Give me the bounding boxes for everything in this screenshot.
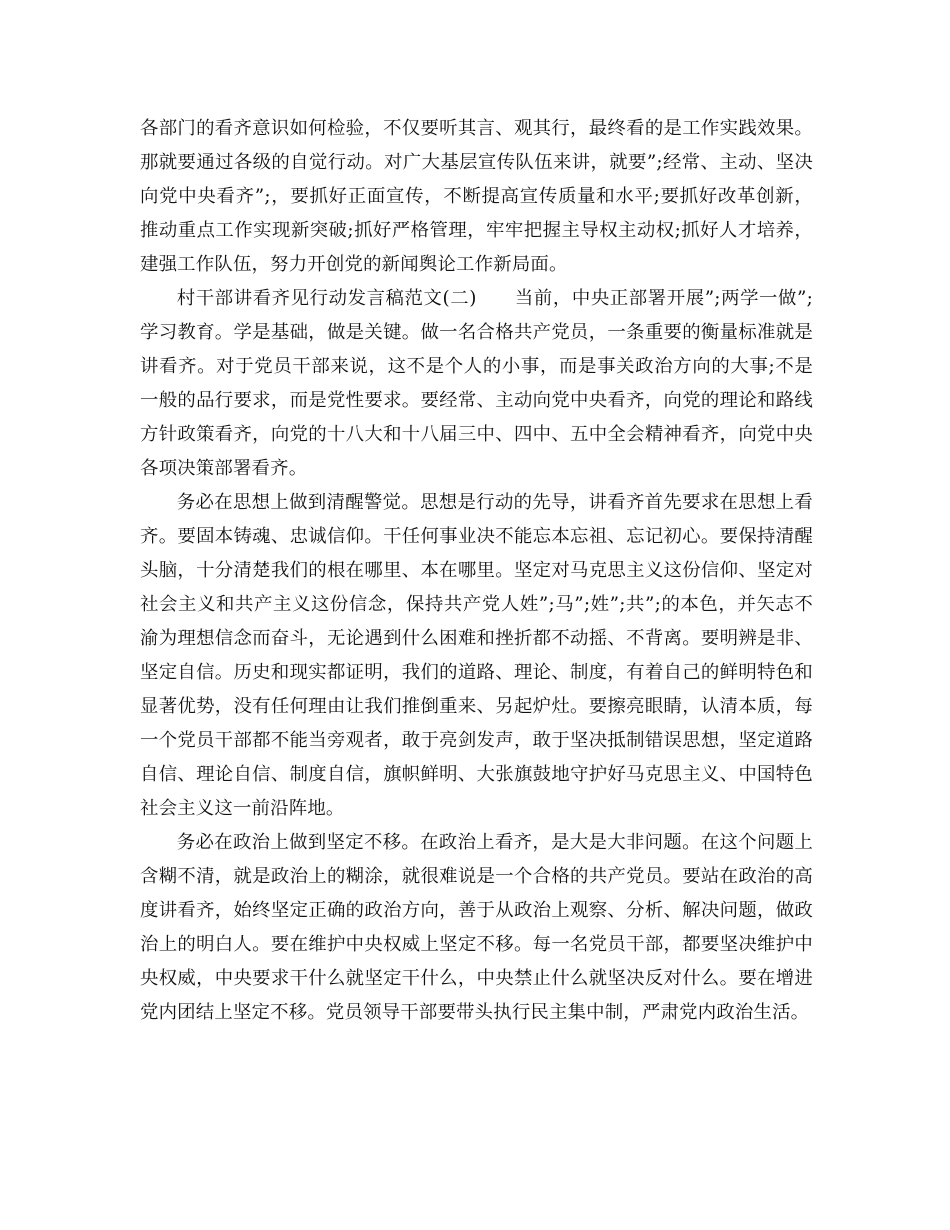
paragraph-1: 各部门的看齐意识如何检验，不仅要听其言、观其行，最终看的是工作实践效果。那就要通过各级的自觉行动。对广大基层宣传队伍来讲，就要”;经常、主动、坚决向党中央看齐”;，要抓好正面宣传，不断提高宣传质量和水平;要抓好改革创新，推动重点工作实现新突破;抓好严格管理，牢牢把握主导权主动权;抓好人才培养，建强工作队伍，努力开创党的新闻舆论工作新局面。 — [140, 118, 813, 275]
paragraph-3: 务必在思想上做到清醒警觉。思想是行动的先导，讲看齐首先要求在思想上看齐。要固本铸魂、忠诚信仰。干任何事业决不能忘本忘祖、忘记初心。要保持清醒头脑，十分清楚我们的根在哪里、本在哪里。坚定对马克思主义这份信仰、坚定对社会主义和共产主义这份信念，保持共产党人姓”;马”;姓”;共”;的本色，并矢志不渝为理想信念而奋斗，无论遇到什么困难和挫折都不动摇、不背离。要明辨是非、坚定自信。历史和现实都证明，我们的道路、理论、制度，有着自己的鲜明特色和显著优势，没有任何理由让我们推倒重来、另起炉灶。要擦亮眼睛，认清本质，每一个党员干部都不能当旁观者，敢于亮剑发声，敢于坚决抵制错误思想，坚定道路自信、理论自信、制度自信，旗帜鲜明、大张旗鼓地守护好马克思主义、中国特色社会主义这一前沿阵地。 — [140, 492, 813, 819]
paragraph-2: 村干部讲看齐见行动发言稿范文(二) 当前，中央正部署开展”;两学一做”;学习教育。学是基础，做是关键。做一名合格共产党员，一条重要的衡量标准就是讲看齐。对于党员干部来说，这不是个人的小事，而是事关政治方向的大事;不是一般的品行要求，而是党性要求。要经常、主动向党中央看齐，向党的理论和路线方针政策看齐，向党的十八大和十八届三中、四中、五中全会精神看齐，向党中央各项决策部署看齐。 — [140, 288, 813, 479]
paragraph-4: 务必在政治上做到坚定不移。在政治上看齐，是大是大非问题。在这个问题上含糊不清，就是政治上的糊涂，就很难说是一个合格的共产党员。要站在政治的高度讲看齐，始终坚定正确的政治方向，善于从政治上观察、分析、解决问题，做政治上的明白人。要在维护中央权威上坚定不移。每一名党员干部，都要坚决维护中央权威，中央要求干什么就坚定干什么，中央禁止什么就坚决反对什么。要在增进党内团结上坚定不移。党员领导干部要带头执行民主集中制，严肃党内政治生活。 — [140, 832, 813, 1023]
document-page — [140, 112, 813, 1030]
